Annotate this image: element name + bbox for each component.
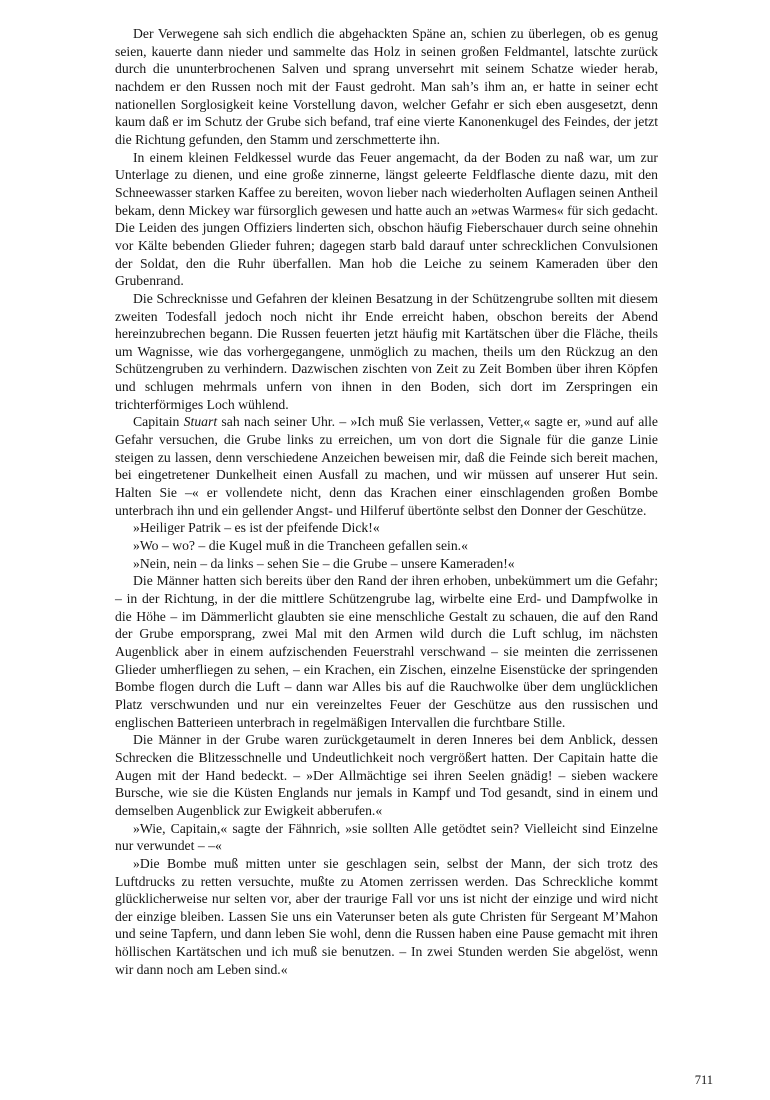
text-run: Die Schrecknisse und Gefahren der kleinen Besatzung in der Schützengrube sollten mit diesem zweiten Todesfall jedoch noch nicht ihr Ende erreicht haben, obschon bereits der Abend hereinzubrechen begann. Die Russen feuerten jetzt häufig mit Kartätschen über die Fläche, theils um Wagnisse, wie das vorhergegangene, unmöglich zu machen, theils um den Rückzug an den Schützengruben zu verhindern. Dazwischen zischten von Zeit zu Zeit Bomben über ihren Köpfen und schlugen mehrmals unfern von ihnen in den Boden, sich dort im Zerspringen ein trichterförmiges Loch wühlend. [115, 290, 658, 412]
paragraph [115, 855, 658, 979]
text-run: Der Verwegene sah sich endlich die abgehackten Späne an, schien zu überlegen, ob es genug seien, kauerte dann nieder und sammelte das Holz in seinen großen Feldmantel, latschte zurück durch die ununterbrochenen Salven und sprang unversehrt mit seinem Schatze wieder herab, nachdem er den Russen noch mit der Faust gedroht. Man sah’s ihm an, er hatte in seiner echt nationellen Sorglosigkeit keine Vorstellung davon, welcher Gefahr er sich eben ausgesetzt, denn kaum daß er im Schutz der Grube sich befand, traf eine vierte Kanonenkugel des Feindes, der jetzt die Richtung gefunden, den Stamm und zerschmetterte ihn. [115, 26, 658, 147]
text-run: »Wo – wo? – die Kugel muß in die Trancheen gefallen sein.« [133, 538, 468, 554]
paragraph [115, 25, 658, 149]
text-run: In einem kleinen Feldkessel wurde das Feuer angemacht, da der Boden zu naß war, um zur Unterlage zu dienen, und eine große zinnerne, längst geleerte Feldflasche diente dazu, mit den Schneewasser starken Kaffee zu bereiten, wovon lieber nach wiederholten Auflagen seinen Antheil bekam, denn Mickey war fürsorglich gewesen und hatte auch an »etwas Warmes« für sich gedacht. Die Leiden des jungen Offiziers linderten sich, obschon häufig Fieberschauer durch seine ohnehin vor Kälte bebenden Glieder fuhren; dagegen starb bald darauf unter schrecklichen Convulsionen der Soldat, den die Ruhr überfallen. Man hob die Leiche zu seinem Kameraden über den Grubenrand. [115, 149, 658, 289]
paragraph [115, 555, 658, 573]
text-run: Die Männer in der Grube waren zurückgetaumelt in deren Inneres bei dem Anblick, dessen Schrecken die Blitzesschnelle und Undeutlichkeit noch vergrößert hatten. Der Capitain hatte die Augen mit der Hand bedeckt. – »Der Allmächtige sei ihren Seelen gnädig! – sieben wackere Bursche, wie sie die Küsten Englands nur jemals in Kampf und Tod gesandt, sind in einem und demselben Augenblick zur Ewigkeit abberufen.« [115, 732, 658, 818]
text-run: »Die Bombe muß mitten unter sie geschlagen sein, selbst der Mann, der sich trotz des Luftdrucks zu retten versuchte, mußte zu Atomen zerrissen werden. Das Schreckliche kommt glücklicherweise nur selten vor, aber der traurige Fall vor uns ist nicht der einzige und wird nicht der einzige bleiben. Lassen Sie uns ein Vaterunser beten als gute Christen für Sergeant M’Mahon und seine Tapfern, und dann leben Sie wohl, denn die Russen haben eine Pause gemacht mit ihren höllischen Kartätschen und ich muß sie benutzen. – In zwei Stunden werden Sie abgelöst, wenn wir dann noch am Leben sind.« [115, 855, 658, 977]
text-run: »Nein, nein – da links – sehen Sie – die Grube – unsere Kameraden!« [133, 555, 515, 571]
page-number: 711 [694, 1073, 713, 1087]
text-run: »Heiliger Patrik – es ist der pfeifende Dick!« [133, 520, 380, 536]
text-run: »Wie, Capitain,« sagte der Fähnrich, »sie sollten Alle getödtet sein? Vielleicht sind Einzelne nur verwundet – –« [115, 820, 658, 854]
paragraph [115, 413, 658, 519]
italic-run: Stuart [183, 414, 218, 430]
paragraph [115, 290, 658, 414]
paragraph [115, 149, 658, 290]
paragraph [115, 731, 658, 819]
text-run: Capitain [133, 414, 184, 430]
paragraph [115, 519, 658, 537]
text-run: Die Männer hatten sich bereits über den Rand der ihren erhoben, unbekümmert um die Gefahr; – in der Richtung, in der die mittlere Schützengrube lag, wirbelte eine Erd- und Dampfwolke in die Höhe – im Dämmerlicht glaubten sie eine menschliche Gestalt zu schauen, die auf den Rand der Grube emporsprang, zwei Mal mit den Armen wild durch die Luft schlug, im nächsten Augenblick aber in einem aufzischenden Feuerstrahl verschwand – sie meinten die zerrissenen Glieder umherfliegen zu sehen, – ein Krachen, ein Zischen, einzelne Eisenstücke der springenden Bombe flogen durch die Luft – dann war Alles bis auf die Rauchwolke über dem unglücklichen Platz verschwunden und nur ein vereinzeltes Feuer der Geschütze aus den russischen und englischen Batterieen unterbrach in regelmäßigen Intervallen die furchtbare Stille. [115, 573, 658, 730]
paragraph [115, 537, 658, 555]
paragraph [115, 572, 658, 731]
text-block [115, 25, 658, 978]
paragraph [115, 820, 658, 855]
text-run: sah nach seiner Uhr. – »Ich muß Sie verlassen, Vetter,« sagte er, »und auf alle Gefahr versuchen, die Grube links zu erreichen, um von dort die Signale für die ganze Linie steigen zu lassen, denn verschiedene Anzeichen beweisen mir, daß die Feinde sich bereit machen, bei eingetretener Dunkelheit einen Ausfall zu machen, und wir müssen auf unserer Hut sein. Halten Sie –« er vollendete nicht, denn das Krachen einer einschlagenden großen Bombe unterbrach ihn und ein gellender Angst- und Hilferuf übertönte selbst den Donner der Geschütze. [115, 414, 658, 518]
